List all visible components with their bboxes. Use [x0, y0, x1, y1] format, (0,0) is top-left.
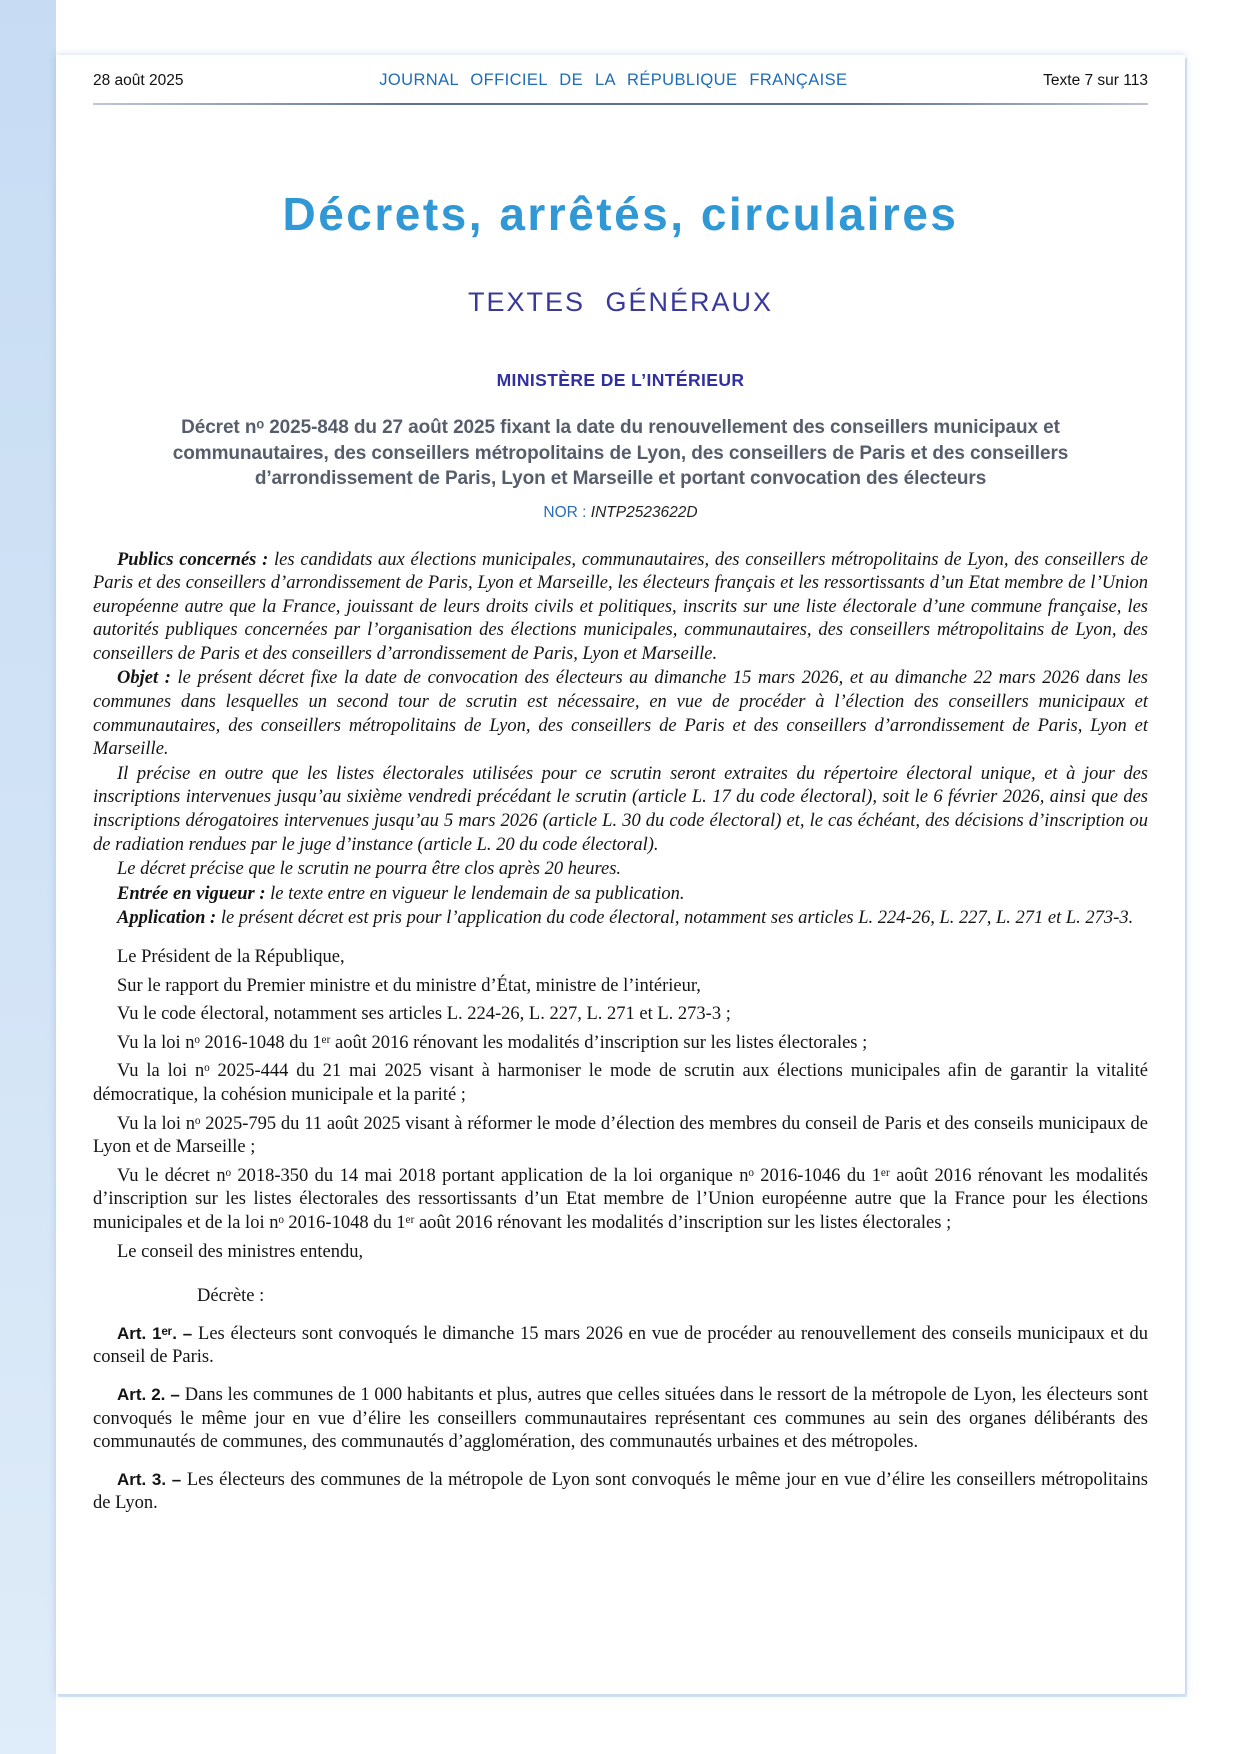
decrete-line: Décrète :	[197, 1286, 265, 1307]
visa-code-electoral: Vu le code électoral, notamment ses articles L. 224-26, L. 227, L. 271 et L. 273-3 ;	[117, 1004, 731, 1025]
notice-paragraph-entree-en-vigueur	[93, 883, 1148, 907]
subsection-title: TEXTES GÉNÉRAUX	[467, 287, 774, 317]
journal-page	[56, 55, 1185, 1694]
section-title: Décrets, arrêtés, circulaires	[282, 188, 959, 240]
visa-loi-2016-1048: Vu la loi nᵒ 2016-1048 du 1ᵉʳ août 2016 rénovant les modalités d’inscription sur les listes électorales ;	[117, 1032, 868, 1053]
notice-lead-objet: Objet :	[117, 668, 178, 689]
notice-paragraph-precisions	[93, 763, 1148, 857]
article-3	[93, 1468, 1148, 1516]
nor-label: NOR :	[543, 503, 591, 521]
article-1-number: Art. 1ᵉʳ. –	[117, 1323, 199, 1343]
nor-value: INTP2523622D	[590, 503, 698, 521]
preamble-rapport: Sur le rapport du Premier ministre et du ministre d’État, ministre de l’intérieur,	[117, 975, 701, 996]
page-left-margin-strip	[0, 0, 56, 1754]
visa-decret-2018-350: Vu le décret nᵒ 2018-350 du 14 mai 2018 portant application de la loi organique nᵒ 2016-1046 du 1ᵉʳ août 2016 rénovant les modalités d’inscription sur les listes électorales des ressortissants d’un Etat membre de l’Union européenne autre que la France pour les élections municipales et de la loi nᵒ 2016-1048 du 1ᵉʳ août 2016 rénovant les modalités d’inscription sur les listes électorales ;	[93, 1165, 1148, 1233]
notice-lead-entree: Entrée en vigueur :	[117, 883, 271, 904]
header-date: 28 août 2025	[93, 72, 184, 89]
notice-text-application: le présent décret est pris pour l’application du code électoral, notamment ses articles L. 224-26, L. 227, L. 271 et L. 273-3.	[220, 908, 1134, 929]
header-rule	[93, 103, 1148, 105]
visa-loi-2025-444: Vu la loi nᵒ 2025-444 du 21 mai 2025 visant à harmoniser le mode de scrutin aux élections municipales afin de garantir la vitalité démocratique, la cohésion municipale et la parité ;	[93, 1061, 1148, 1105]
decree-title: Décret nᵒ 2025-848 du 27 août 2025 fixant la date du renouvellement des conseillers municipaux et communautaires, des conseillers métropolitains de Lyon, des conseillers de Paris et des conseillers d’arrondissement de Paris, Lyon et Marseille et portant convocation des électeurs	[172, 417, 1069, 489]
notice-lead-publics: Publics concernés :	[117, 549, 275, 570]
notice-text-cloture: Le décret précise que le scrutin ne pourra être clos après 20 heures.	[117, 859, 622, 880]
article-2-text: Dans les communes de 1 000 habitants et plus, autres que celles situées dans le ressort de la métropole de Lyon, les électeurs sont convoqués le même jour en vue d’élire les conseillers communautaires représentant ces communes au sein des organes délibérants des communautés de communes, des communautés d’agglomération, des communautés urbaines et des métropoles.	[93, 1384, 1148, 1453]
article-3-text: Les électeurs des communes de la métropole de Lyon sont convoqués le même jour en vue d’élire les conseillers métropolitains de Lyon.	[93, 1469, 1148, 1514]
ministry-title: MINISTÈRE DE L’INTÉRIEUR	[496, 370, 745, 390]
article-2	[93, 1383, 1148, 1455]
notice-text-objet: le présent décret fixe la date de convocation des électeurs au dimanche 15 mars 2026, et au dimanche 22 mars 2026 dans les communes dans lesquelles un second tour de scrutin est nécessaire, en vue de procéder à l’élection des conseillers municipaux et communautaires, des conseillers métropolitains de Lyon, des conseillers de Paris et des conseillers d’arrondissement de Paris, Lyon et Marseille.	[93, 668, 1148, 760]
notice-text-entree: le texte entre en vigueur le lendemain de sa publication.	[270, 883, 685, 904]
notice-text-publics: les candidats aux élections municipales, communautaires, des conseillers métropolitains de Lyon, des conseillers de Paris et des conseillers d’arrondissement de Paris, Lyon et Marseille, les électeurs français et les ressortissants d’un Etat membre de l’Union européenne autre que la France, jouissant de leurs droits civils et politiques, inscrits sur une liste électorale d’une commune française, les autorités publiques concernées par l’organisation des élections municipales, communautaires, des conseillers métropolitains de Lyon, des conseillers de Paris et des conseillers d’arrondissement de Paris, Lyon et Marseille.	[93, 549, 1148, 664]
article-3-number: Art. 3. –	[117, 1469, 187, 1489]
article-1-text: Les électeurs sont convoqués le dimanche 15 mars 2026 en vue de procéder au renouvellement des conseils municipaux et du conseil de Paris.	[93, 1323, 1148, 1368]
page-header	[93, 71, 1148, 90]
nor-line	[93, 504, 1148, 522]
preamble-conseil-ministres: Le conseil des ministres entendu,	[117, 1241, 364, 1262]
notice-paragraph-cloture	[93, 858, 1148, 882]
preamble-president: Le Président de la République,	[117, 947, 345, 967]
notice-text-precisions: Il précise en outre que les listes électorales utilisées pour ce scrutin seront extraites du répertoire électoral unique, et à jour des inscriptions intervenues jusqu’au sixième vendredi précédant le scrutin (article L. 17 du code électoral), soit le 6 février 2026, ainsi que des inscriptions dérogatoires intervenues jusqu’au 5 mars 2026 (article L. 30 du code électoral) et, le cas échéant, des décisions d’inscription ou de radiation rendues par le juge d’instance (article L. 20 du code électoral).	[93, 763, 1148, 855]
header-journal-title: JOURNAL OFFICIEL DE LA RÉPUBLIQUE FRANÇAISE	[379, 71, 848, 89]
notice-paragraph-application	[93, 907, 1148, 931]
articles-section	[93, 1322, 1148, 1516]
notice-paragraph-publics	[93, 549, 1148, 667]
preamble-section	[93, 946, 1148, 1264]
notice-lead-application: Application :	[117, 908, 221, 929]
article-1	[93, 1322, 1148, 1370]
visa-loi-2025-795: Vu la loi nᵒ 2025-795 du 11 août 2025 visant à réformer le mode d’élection des membres du conseil de Paris et des conseils municipaux de Lyon et de Marseille ;	[93, 1113, 1148, 1158]
notice-paragraph-objet	[93, 667, 1148, 761]
notice-section	[93, 549, 1148, 932]
header-text-number: Texte 7 sur 113	[1043, 72, 1148, 89]
article-2-number: Art. 2. –	[117, 1384, 185, 1404]
